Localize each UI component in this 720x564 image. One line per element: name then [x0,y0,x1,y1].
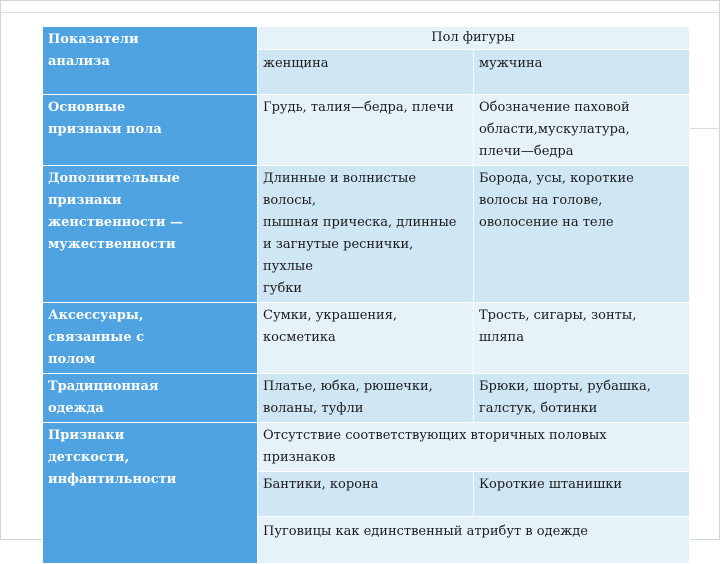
table-row [43,303,690,374]
row-label-cell [43,423,258,564]
header-female-cell [258,50,474,95]
table-row [43,374,690,423]
female-cell [258,303,474,374]
female-value: Платье, юбка, рюшечки, воланы, туфли [263,379,433,416]
common-value: Отсутствие соответствующих вторичных половых признаков [263,428,607,465]
male-cell [474,303,690,374]
female-cell [258,95,474,166]
header-group-cell [258,27,690,50]
female-value: Длинные и волнистые волосы, пышная прическа, длинные и загнутые реснички, пухлые губки [263,171,457,296]
male-cell [474,166,690,303]
common-cell [258,517,690,564]
male-value: Брюки, шорты, рубашка, галстук, ботинки [479,379,651,416]
male-value: Короткие штанишки [479,477,623,492]
male-value: Обозначение паховой области,мускулатура, плечи—бедра [479,100,630,159]
decorative-line-top [0,12,720,13]
female-cell [258,472,474,517]
female-value: Сумки, украшения, косметика [263,308,398,345]
row-label-cell [43,374,258,423]
common-value: Пуговицы как единственный атрибут в одежде [263,524,588,539]
header-group: Пол фигуры [431,30,515,45]
header-female: женщина [263,56,329,71]
row-label-cell [43,303,258,374]
header-male-cell [474,50,690,95]
table-row [43,95,690,166]
male-cell [474,472,690,517]
row-label: Признаки детскости, инфантильности [48,428,177,487]
row-label: Дополнительные признаки женственности — мужественности [48,171,184,252]
table-row [43,166,690,303]
header-row [43,27,690,50]
row-label: Традиционная одежда [48,379,159,416]
row-label-cell [43,95,258,166]
male-value: Трость, сигары, зонты, шляпа [479,308,637,345]
common-cell [258,423,690,472]
analysis-table [42,26,690,564]
male-cell [474,95,690,166]
male-cell [474,374,690,423]
row-label-cell [43,166,258,303]
row-label: Основные признаки пола [48,100,162,137]
row-label: Аксессуары, связанные с полом [48,308,145,367]
header-male: мужчина [479,56,543,71]
header-label-cell [43,27,258,95]
male-value: Борода, усы, короткие волосы на голове, оволосение на теле [479,171,634,230]
table-row [43,423,690,472]
female-value: Грудь, талия—бедра, плечи [263,100,454,115]
female-value: Бантики, корона [263,477,379,492]
header-label: Показатели анализа [48,32,139,69]
female-cell [258,374,474,423]
female-cell [258,166,474,303]
